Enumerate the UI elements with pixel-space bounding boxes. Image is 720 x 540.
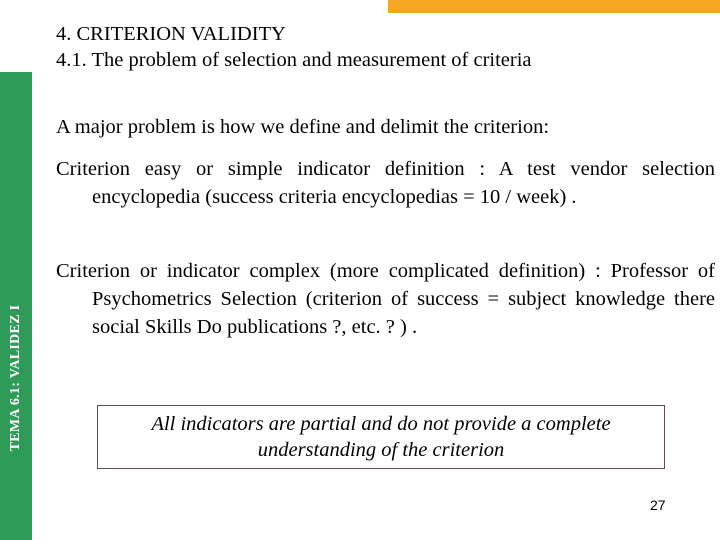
side-label: TEMA 6.1: VALIDEZ I bbox=[8, 304, 23, 452]
slide-title bbox=[56, 21, 532, 73]
title-line-2: 4.1. The problem of selection and measurement of criteria bbox=[56, 49, 532, 71]
page-number: 27 bbox=[650, 497, 666, 513]
note-box bbox=[97, 405, 665, 469]
point-simple-criterion: Criterion easy or simple indicator definition : A test vendor selection encyclopedia (success criteria encyclopedias = 10 / week) . bbox=[56, 158, 715, 208]
top-bar-left bbox=[0, 0, 388, 13]
title-line-1: 4. CRITERION VALIDITY bbox=[56, 23, 286, 45]
note-text: All indicators are partial and do not provide a complete understanding of the criterion bbox=[151, 413, 611, 461]
point-complex-criterion: Criterion or indicator complex (more complicated definition) : Professor of Psychometrics Selection (criterion of success = subject knowledge there social Skills Do publications ?, etc. ? ) . bbox=[56, 260, 715, 338]
intro-text: A major problem is how we define and delimit the criterion: bbox=[56, 116, 550, 138]
top-accent-bar bbox=[388, 0, 720, 13]
side-bar bbox=[0, 72, 32, 540]
